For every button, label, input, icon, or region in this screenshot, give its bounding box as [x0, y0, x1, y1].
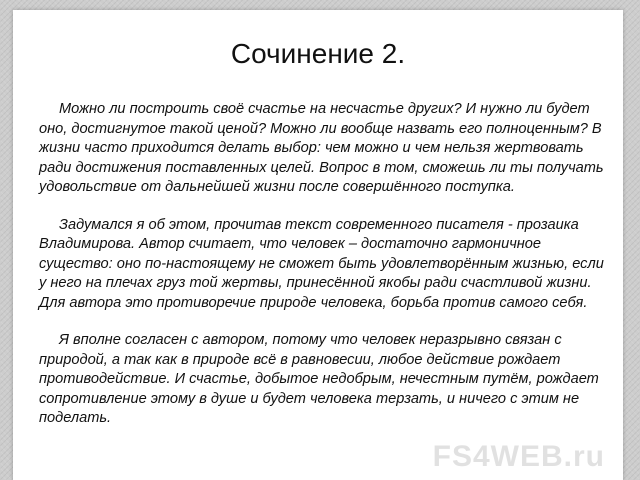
essay-paragraph-3: Я вполне согласен с автором, потому что человек неразрывно связан с природой, а так как в природе всё в равновесии, любое действие рождает противодействие. И счастье, добытое недобрым, нечестным путём, рождает сопротивление этому в душе и будет человека терзать, и ничего с этим не поделать.	[39, 332, 599, 426]
watermark-logo: FS4WEB.ru	[432, 440, 605, 473]
essay-body	[39, 100, 605, 447]
essay-paragraph-2: Задумался я об этом, прочитав текст современного писателя - прозаика Владимирова. Автор считает, что человек – достаточно гармоничное существо: оно по-настоящему не сможет быть удовлетворённым жизнью, если у него на плечах груз той жертвы, принесённой якобы ради счастливой жизни. Для автора это противоречие природе человека, борьба против самого себя.	[39, 216, 604, 311]
essay-paragraph-1: Можно ли построить своё счастье на несчастье других? И нужно ли будет оно, достигнутое такой ценой? Можно ли вообще назвать его полноценным? В жизни часто приходится делать выбор: чем можно и чем нельзя жертвовать ради достижения поставленных целей. Вопрос в том, сможешь ли ты получать удовольствие от дальнейшей жизни после совершённого поступка.	[39, 101, 604, 195]
slide-panel	[13, 10, 623, 480]
slide-title: Сочинение 2.	[230, 38, 406, 69]
